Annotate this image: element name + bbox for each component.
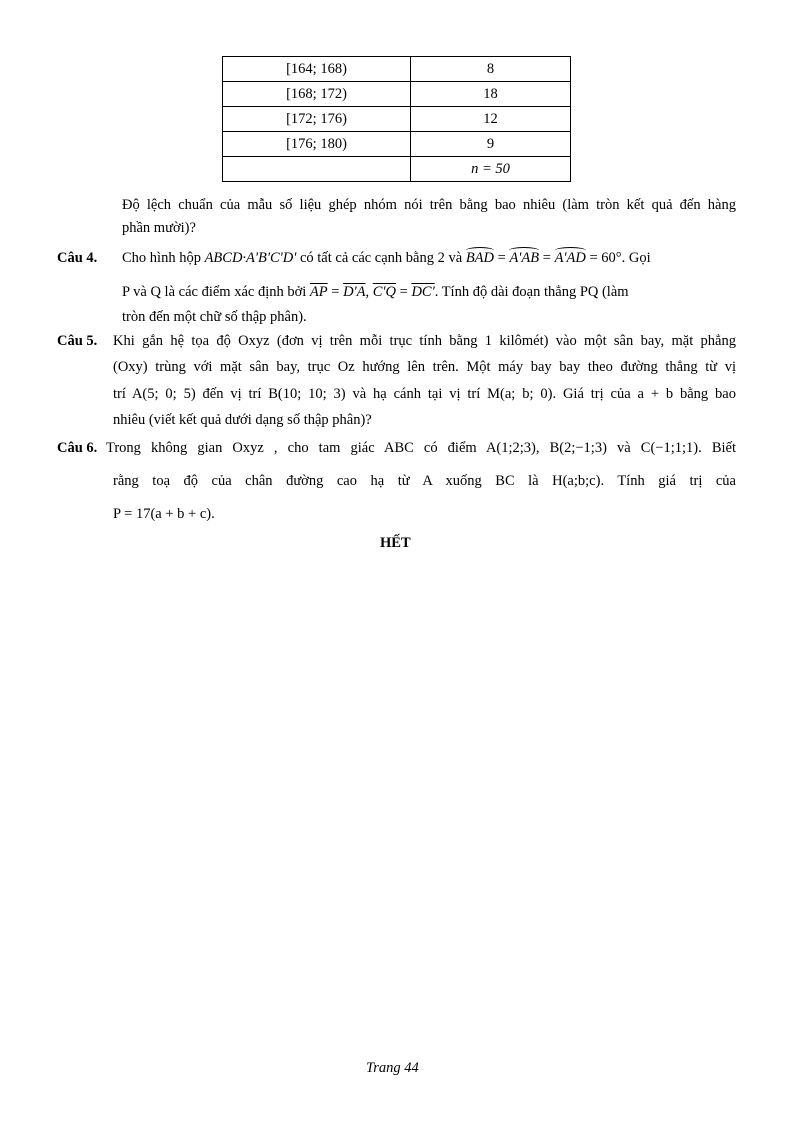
q3-line-2: phần mười)? bbox=[122, 220, 196, 236]
table-cell-interval bbox=[223, 157, 411, 182]
q6-line-3: P = 17(a + b + c). bbox=[113, 506, 215, 522]
page-footer: Trang 44 bbox=[366, 1060, 419, 1076]
q5-line-3: trí A(5; 0; 5) đến vị trí B(10; 10; 3) và hạ cánh tại vị trí M(a; b; 0). Giá trị của a + b bằng bao bbox=[113, 386, 736, 402]
q4-angle-value: = 60° bbox=[589, 250, 622, 266]
table-row bbox=[223, 82, 571, 107]
q4-text: . Gọi bbox=[621, 250, 651, 266]
table-row bbox=[223, 157, 571, 182]
q4-vector: D'A bbox=[343, 284, 366, 300]
q4-vector: $\overline{AP}$ bbox=[309, 284, 328, 300]
q5-line-2: (Oxy) trùng với mặt sân bay, trục Oz hướng lên trên. Một máy bay bay theo đường thẳng từ vị bbox=[113, 359, 736, 375]
q4-text: . Tính độ dài đoạn thẳng PQ (làm bbox=[434, 284, 629, 300]
frequency-table bbox=[222, 56, 571, 182]
q4-line-1: Cho hình hộp ABCD·A'B'C'D' có tất cả các cạnh bằng 2 và BAD = A'AB = A'AD = 60°. Gọi bbox=[122, 250, 651, 266]
q5-line-4: nhiêu (viết kết quả dưới dạng số thập phân)? bbox=[113, 412, 372, 428]
q4-vector: C'Q bbox=[372, 284, 397, 300]
table-cell-interval: [164; 168) bbox=[223, 57, 411, 82]
q4-angle: A'AB bbox=[509, 250, 540, 266]
table-cell-count: 18 bbox=[411, 82, 571, 107]
table-row bbox=[223, 132, 571, 157]
end-marker: HẾT bbox=[380, 535, 411, 551]
table-cell-count: n = 50 bbox=[411, 157, 571, 182]
q4-angle: BAD bbox=[465, 250, 494, 266]
table-cell-count: 8 bbox=[411, 57, 571, 82]
q6-line-2: rằng toạ độ của chân đường cao hạ từ A xuống BC là H(a;b;c). Tính giá trị của bbox=[113, 473, 736, 489]
q4-vector: DC' bbox=[411, 284, 435, 300]
q4-text: Cho hình hộp bbox=[122, 250, 201, 266]
q5-label: Câu 5. bbox=[57, 333, 98, 349]
q5-line-1: Khi gắn hệ tọa độ Oxyz (đơn vị trên mỗi trục tính bằng 1 kilômét) vào một sân bay, mặt phẳng bbox=[113, 333, 736, 349]
q4-line-2: P và Q là các điểm xác định bởi $\overline{AP} = D'A$, C'Q = DC'. Tính độ dài đoạn thẳng PQ (làm bbox=[122, 284, 629, 300]
table-cell-interval: [176; 180) bbox=[223, 132, 411, 157]
table-row bbox=[223, 57, 571, 82]
q3-line-1: Độ lệch chuẩn của mẫu số liệu ghép nhóm nói trên bằng bao nhiêu (làm tròn kết quả đến hàng bbox=[122, 197, 736, 213]
q6-line-1: Trong không gian Oxyz , cho tam giác ABC có điểm A(1;2;3), B(2;−1;3) và C(−1;1;1). Biết bbox=[106, 440, 736, 456]
q4-shape: ABCD·A'B'C'D' bbox=[204, 250, 297, 266]
q4-line-3: tròn đến một chữ số thập phân). bbox=[122, 309, 307, 325]
q4-text: có tất cả các cạnh bằng 2 và bbox=[299, 250, 463, 266]
q6-label: Câu 6. bbox=[57, 440, 98, 456]
table-cell-count: 12 bbox=[411, 107, 571, 132]
table-cell-interval: [172; 176) bbox=[223, 107, 411, 132]
q4-angle: A'AD bbox=[554, 250, 586, 266]
table-cell-count: 9 bbox=[411, 132, 571, 157]
q4-label: Câu 4. bbox=[57, 250, 98, 266]
q4-text: P và Q là các điểm xác định bởi bbox=[122, 284, 307, 300]
table-row bbox=[223, 107, 571, 132]
table-cell-interval: [168; 172) bbox=[223, 82, 411, 107]
